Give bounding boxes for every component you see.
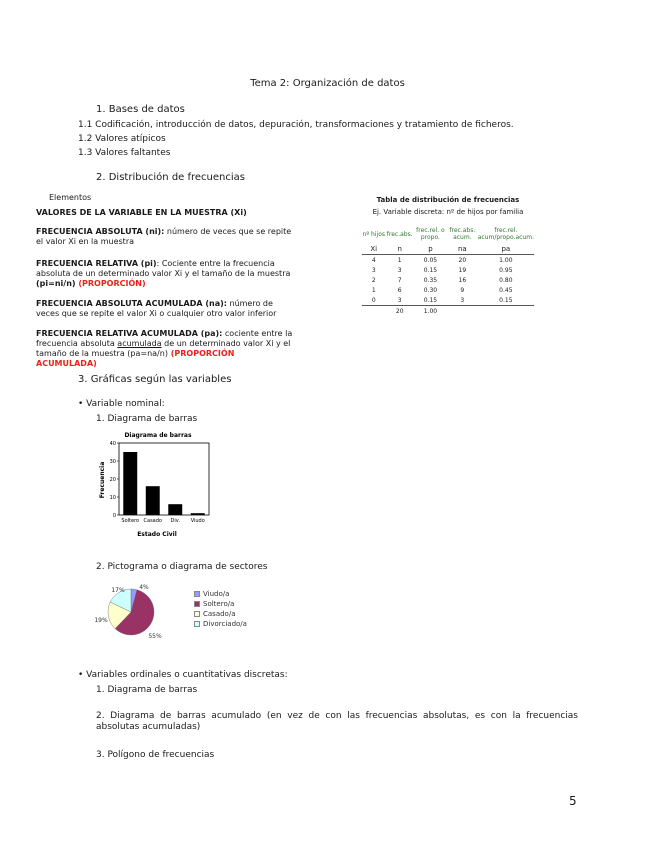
table-header: frec.abs. <box>386 230 413 238</box>
table-header: frec.rel. o propo. <box>416 227 445 241</box>
table-symbol: n <box>386 244 414 255</box>
table-cell: 3 <box>397 296 402 304</box>
proportion-tag: (PROPORCIÓN) <box>75 279 146 288</box>
chart-title: Diagrama de barras <box>124 432 192 439</box>
definition-text: de un determinado valor Xi y el tamaño de la muestra (pa=na/n) <box>36 339 291 358</box>
nominal-variable-label: • Variable nominal: <box>78 399 165 409</box>
term: FRECUENCIA RELATIVA (pi) <box>36 259 157 268</box>
legend-item <box>194 609 247 619</box>
pie-chart <box>88 582 170 642</box>
table-cell: 0.35 <box>423 276 438 284</box>
term: FRECUENCIA ABSOLUTA (ni): <box>36 227 165 236</box>
table-cell: 0.15 <box>499 296 513 304</box>
bar-soltero <box>123 452 137 515</box>
section-1-item: 1.1 Codificación, introducción de datos, depuración, transformaciones y tratamiento de ficheros. <box>78 120 514 130</box>
legend-swatch <box>194 591 200 597</box>
table-cell: 20 <box>458 256 467 264</box>
table-row <box>362 275 534 285</box>
table-row <box>362 265 534 275</box>
table-cell: 0.80 <box>499 276 513 284</box>
absolute-frequency-definition <box>36 227 296 247</box>
formula: (pi=ni/n) <box>36 279 76 288</box>
ordinal-item: 1. Diagrama de barras <box>96 685 198 695</box>
x-tick-label: Div. <box>170 518 180 524</box>
relative-frequency-definition <box>36 259 296 289</box>
table-symbol: p <box>414 244 447 255</box>
table-cell: 2 <box>371 276 376 284</box>
table-symbol-row <box>362 244 534 255</box>
table-symbol: na <box>447 244 478 255</box>
pie-legend <box>194 589 247 629</box>
bar-viudo <box>191 513 205 515</box>
y-axis-label: Frecuencia <box>99 461 106 499</box>
legend-item <box>194 589 247 599</box>
term: FRECUENCIA ABSOLUTA ACUMULADA (na): <box>36 299 227 308</box>
values-term: VALORES DE LA VARIABLE EN LA MUESTRA (Xi) <box>36 208 247 217</box>
table-row <box>362 295 534 306</box>
y-tick-label: 10 <box>109 495 116 501</box>
table-cell: 0.95 <box>499 266 513 274</box>
table-header: frec.abs. acum. <box>449 227 476 241</box>
legend-swatch <box>194 611 200 617</box>
y-tick-label: 30 <box>109 459 116 465</box>
legend-label: Soltero/a <box>203 600 235 608</box>
legend-label: Divorciado/a <box>203 620 247 628</box>
values-definition <box>36 208 296 218</box>
elements-label: Elementos <box>49 193 92 202</box>
nominal-item: 2. Pictograma o diagrama de sectores <box>96 562 268 572</box>
legend-swatch <box>194 601 200 607</box>
table-header-row <box>362 224 534 244</box>
table-cell: 0 <box>371 296 376 304</box>
bar-divorciado <box>168 504 182 515</box>
table-cell: 0.15 <box>423 266 438 274</box>
table-cell: 1.00 <box>414 306 447 317</box>
definition-text: cociente entre la frecuencia absoluta <box>36 329 293 348</box>
pie-data-label: 55% <box>148 633 162 640</box>
pie-data-label: 4% <box>139 584 149 591</box>
table-cell: 9 <box>460 286 465 294</box>
x-tick-label: Casado <box>143 518 162 524</box>
table-cell: 1.00 <box>499 256 513 264</box>
table-cell <box>447 306 478 317</box>
bar-casado <box>146 486 160 515</box>
table-subtitle: Ej. Variable discreta: nº de hijos por familia <box>372 208 524 216</box>
table-cell <box>362 306 386 317</box>
table-cell <box>478 306 534 317</box>
ordinal-item: 3. Polígono de frecuencias <box>96 750 215 760</box>
table-cell: 20 <box>386 306 414 317</box>
proportion-tag: (PROPORCIÓN ACUMULADA) <box>36 349 235 368</box>
frequency-table <box>362 224 534 316</box>
x-axis-label: Estado Civil <box>137 531 177 538</box>
table-cell: 1 <box>397 256 402 264</box>
table-cell: 3 <box>371 266 376 274</box>
legend-item <box>194 599 247 609</box>
underlined-word: acumulada <box>117 339 162 348</box>
nominal-item: 1. Diagrama de barras <box>96 414 198 424</box>
table-header: nº hijos <box>362 230 385 238</box>
table-cell: 1 <box>371 286 376 294</box>
pie-data-label: 17% <box>111 587 125 594</box>
ordinal-variable-label: • Variables ordinales o cuantitativas discretas: <box>78 670 288 680</box>
table-cell: 0.05 <box>423 256 438 264</box>
table-cell: 4 <box>371 256 376 264</box>
table-cell: 3 <box>460 296 465 304</box>
section-2-heading: 2. Distribución de frecuencias <box>96 172 245 183</box>
table-symbol: Xi <box>362 244 386 255</box>
definition-text: número de veces que se repite el valor Xi o cualquier otro valor inferior <box>36 299 277 318</box>
pie-data-label: 19% <box>94 617 108 624</box>
cumulative-absolute-frequency-definition <box>36 299 296 319</box>
x-tick-label: Soltero <box>121 518 140 524</box>
table-cell: 0.45 <box>499 286 513 294</box>
table-symbol: pa <box>478 244 534 255</box>
table-header: frec.rel. acum/propo.acum. <box>477 227 534 241</box>
ordinal-item: 2. Diagrama de barras acumulado (en vez de con las frecuencias absolutas, es con la frecuencias absolutas acumuladas) <box>96 711 578 732</box>
table-row <box>362 255 534 266</box>
page-number: 5 <box>569 794 577 808</box>
table-total-row <box>362 306 534 317</box>
legend-label: Viudo/a <box>203 590 230 598</box>
table-row <box>362 285 534 295</box>
cumulative-relative-frequency-definition <box>36 329 296 369</box>
table-cell: 6 <box>397 286 402 294</box>
table-cell: 3 <box>397 266 402 274</box>
section-3-heading: 3. Gráficas según las variables <box>78 374 232 385</box>
table-cell: 19 <box>458 266 467 274</box>
legend-item <box>194 619 247 629</box>
section-1-item: 1.2 Valores atípicos <box>78 134 166 144</box>
legend-label: Casado/a <box>203 610 236 618</box>
section-1-heading: 1. Bases de datos <box>96 104 185 115</box>
definition-text: : Cociente entre la frecuencia absoluta de un determinado valor Xi y el tamaño de la muestra <box>36 259 291 278</box>
section-1-item: 1.3 Valores faltantes <box>78 148 171 158</box>
y-tick-label: 20 <box>109 477 116 483</box>
y-tick-label: 40 <box>109 441 116 447</box>
table-cell: 7 <box>397 276 402 284</box>
page-title: Tema 2: Organización de datos <box>250 78 405 89</box>
term: FRECUENCIA RELATIVA ACUMULADA (pa): <box>36 329 223 338</box>
table-cell: 0.15 <box>423 296 438 304</box>
table-cell: 0.30 <box>423 286 438 294</box>
table-cell: 16 <box>458 276 467 284</box>
definition-text: número de veces que se repite el valor Xi en la muestra <box>36 227 292 246</box>
table-title: Tabla de distribución de frecuencias <box>376 196 520 204</box>
x-tick-label: Viudo <box>190 518 205 524</box>
bar-chart <box>95 428 215 540</box>
legend-swatch <box>194 621 200 627</box>
y-tick-label: 0 <box>112 513 116 519</box>
